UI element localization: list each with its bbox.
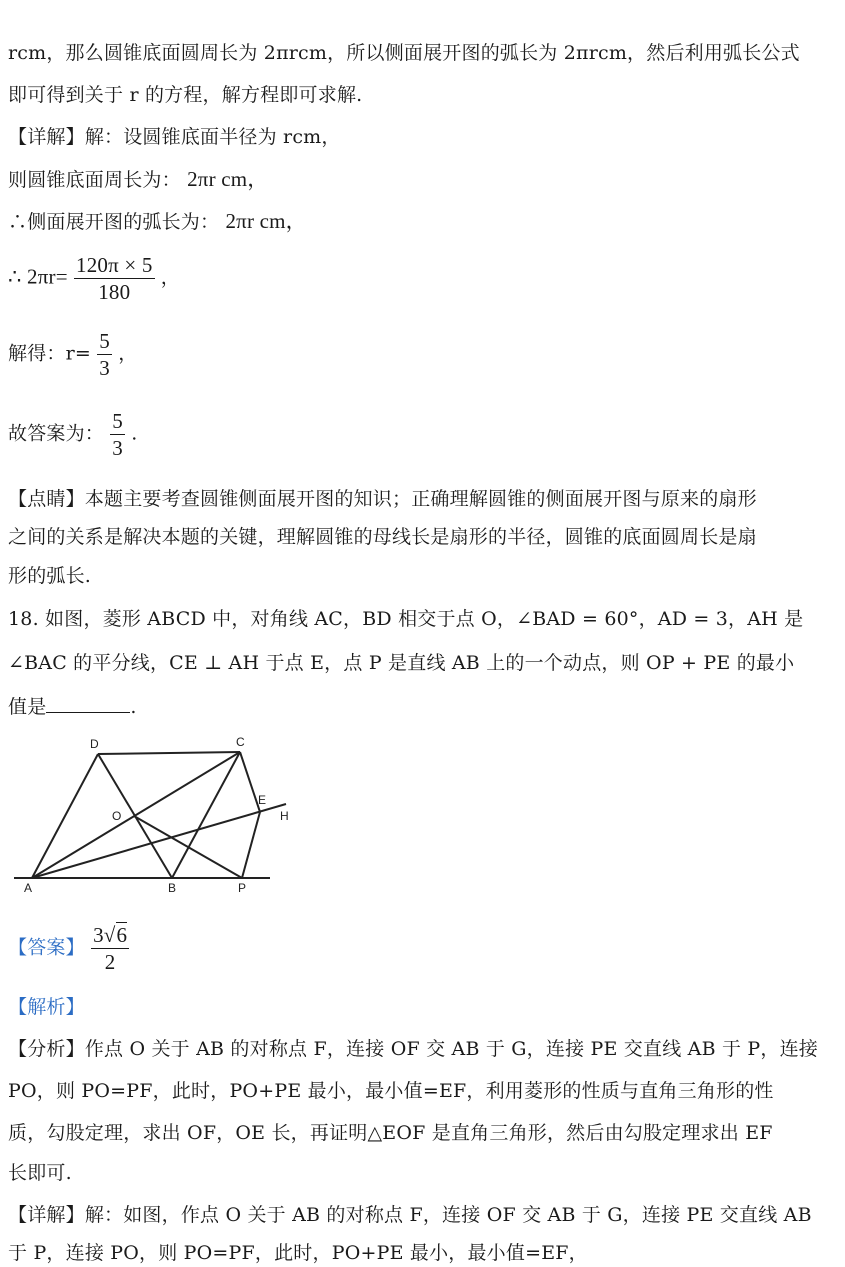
section-tag: 【详解】	[8, 126, 85, 148]
answer-text: 故答案为：	[8, 422, 105, 445]
comment-text: 本题主要考查圆锥侧面展开图的知识；正确理解圆锥的侧面展开图与原来的扇形	[84, 488, 757, 510]
section-tag: 【点睛】	[8, 488, 85, 510]
text-line: rcm，那么圆锥底面圆周长为 2πrcm，所以侧面展开图的弧长为 2πrcm，然后利用弧长公式	[8, 42, 800, 64]
side-ad	[32, 754, 98, 878]
fraction-denominator: 3	[99, 356, 110, 380]
analysis-line: 长即可.	[8, 1162, 72, 1184]
detail-line	[8, 124, 341, 150]
analysis-text: 作点 O 关于 AB 的对称点 F，连接 OF 交 AB 于 G，连接 PE 交直线 AB 于 P，连接	[84, 1038, 818, 1060]
label-h: H	[280, 809, 289, 823]
answer-line	[8, 922, 129, 975]
fraction-denominator: 180	[74, 278, 155, 305]
question-text: .	[130, 696, 137, 718]
analysis-line: 质，勾股定理，求出 OF，OE 长，再证明△EOF 是直角三角形，然后由勾股定理求出 EF	[8, 1122, 773, 1144]
perimeter-text: 则圆锥底面周长为：	[8, 169, 181, 191]
answer-blank	[46, 694, 130, 713]
geometry-figure	[10, 732, 310, 897]
label-p: P	[238, 881, 247, 895]
detail2-text: 解：如图，作点 O 关于 AB 的对称点 F，连接 OF 交 AB 于 G，连接 PE 交直线 AB	[84, 1204, 812, 1226]
solve-text: 解得：r=	[8, 342, 92, 365]
comment-line: 形的弧长.	[8, 565, 92, 587]
label-o: O	[112, 809, 122, 823]
rhombus-diagram	[10, 732, 310, 897]
answer-text-line	[8, 408, 137, 461]
arc-line	[8, 208, 307, 235]
answer-tag: 【答案】	[8, 936, 85, 959]
comment-line: 之间的关系是解决本题的关键，理解圆锥的母线长是扇形的半径，圆锥的底面圆周长是扇	[8, 526, 757, 548]
equation-fraction	[74, 252, 155, 305]
fraction-numerator: 5	[112, 409, 123, 433]
fraction-denominator: 3	[112, 436, 123, 460]
equation-tail: ，	[160, 266, 180, 289]
question-text: 值是	[8, 696, 47, 718]
fraction-denominator: 2	[91, 948, 129, 975]
analysis-line: PO，则 PO=PF，此时，PO+PE 最小，最小值=EF，利用菱形的性质与直角三角形的性	[8, 1080, 774, 1102]
question-line: 18. 如图，菱形 ABCD 中，对角线 AC，BD 相交于点 O，∠BAD = 60°，AD = 3，AH 是	[8, 608, 804, 630]
segment-ce	[240, 752, 260, 812]
answer-radicand: 6	[116, 923, 128, 947]
perimeter-formula: 2πr cm，	[187, 167, 269, 191]
question-line: ∠BAC 的平分线，CE ⊥ AH 于点 E，点 P 是直线 AB 上的一个动点，则 OP + PE 的最小	[8, 652, 795, 674]
arc-formula: 2πr cm，	[225, 209, 307, 233]
text-line: 即可得到关于 r 的方程，解方程即可求解.	[8, 84, 363, 106]
answer-tail: .	[131, 422, 138, 445]
comment-line	[8, 486, 757, 512]
analysis-line	[8, 1036, 818, 1062]
side-cb	[172, 752, 240, 878]
fraction-numerator: 120π × 5	[76, 253, 153, 277]
section-tag: 【分析】	[8, 1038, 85, 1060]
solve-line	[8, 328, 137, 381]
detail2-line: 于 P，连接 PO，则 PO=PF，此时，PO+PE 最小，最小值=EF，	[8, 1242, 588, 1264]
answer-fraction	[110, 408, 125, 461]
equation-line	[8, 252, 180, 305]
bisector-ah	[32, 804, 286, 878]
answer-coefficient: 3	[93, 923, 104, 947]
section-tag: 【详解】	[8, 1204, 85, 1226]
fraction-numerator: 5	[99, 329, 110, 353]
detail-text: 解：设圆锥底面半径为 rcm，	[84, 126, 341, 148]
analysis-heading: 【解析】	[8, 996, 85, 1018]
side-dc	[98, 752, 240, 754]
fraction-numerator: 3√6	[93, 923, 128, 947]
label-c: C	[236, 735, 245, 749]
segment-ep	[242, 812, 260, 878]
detail2-line	[8, 1202, 812, 1228]
equation-lhs: ∴ 2πr=	[8, 264, 68, 289]
figure-lines	[14, 752, 286, 878]
label-e: E	[258, 793, 267, 807]
answer-value	[91, 922, 129, 975]
arc-text: ∴侧面展开图的弧长为：	[8, 211, 220, 233]
question-line	[8, 694, 137, 720]
label-a: A	[24, 881, 33, 895]
label-d: D	[90, 737, 99, 751]
solve-tail: ，	[118, 342, 138, 365]
label-b: B	[168, 881, 177, 895]
perimeter-line	[8, 166, 268, 193]
solve-fraction	[97, 328, 112, 381]
segment-op	[134, 816, 242, 878]
